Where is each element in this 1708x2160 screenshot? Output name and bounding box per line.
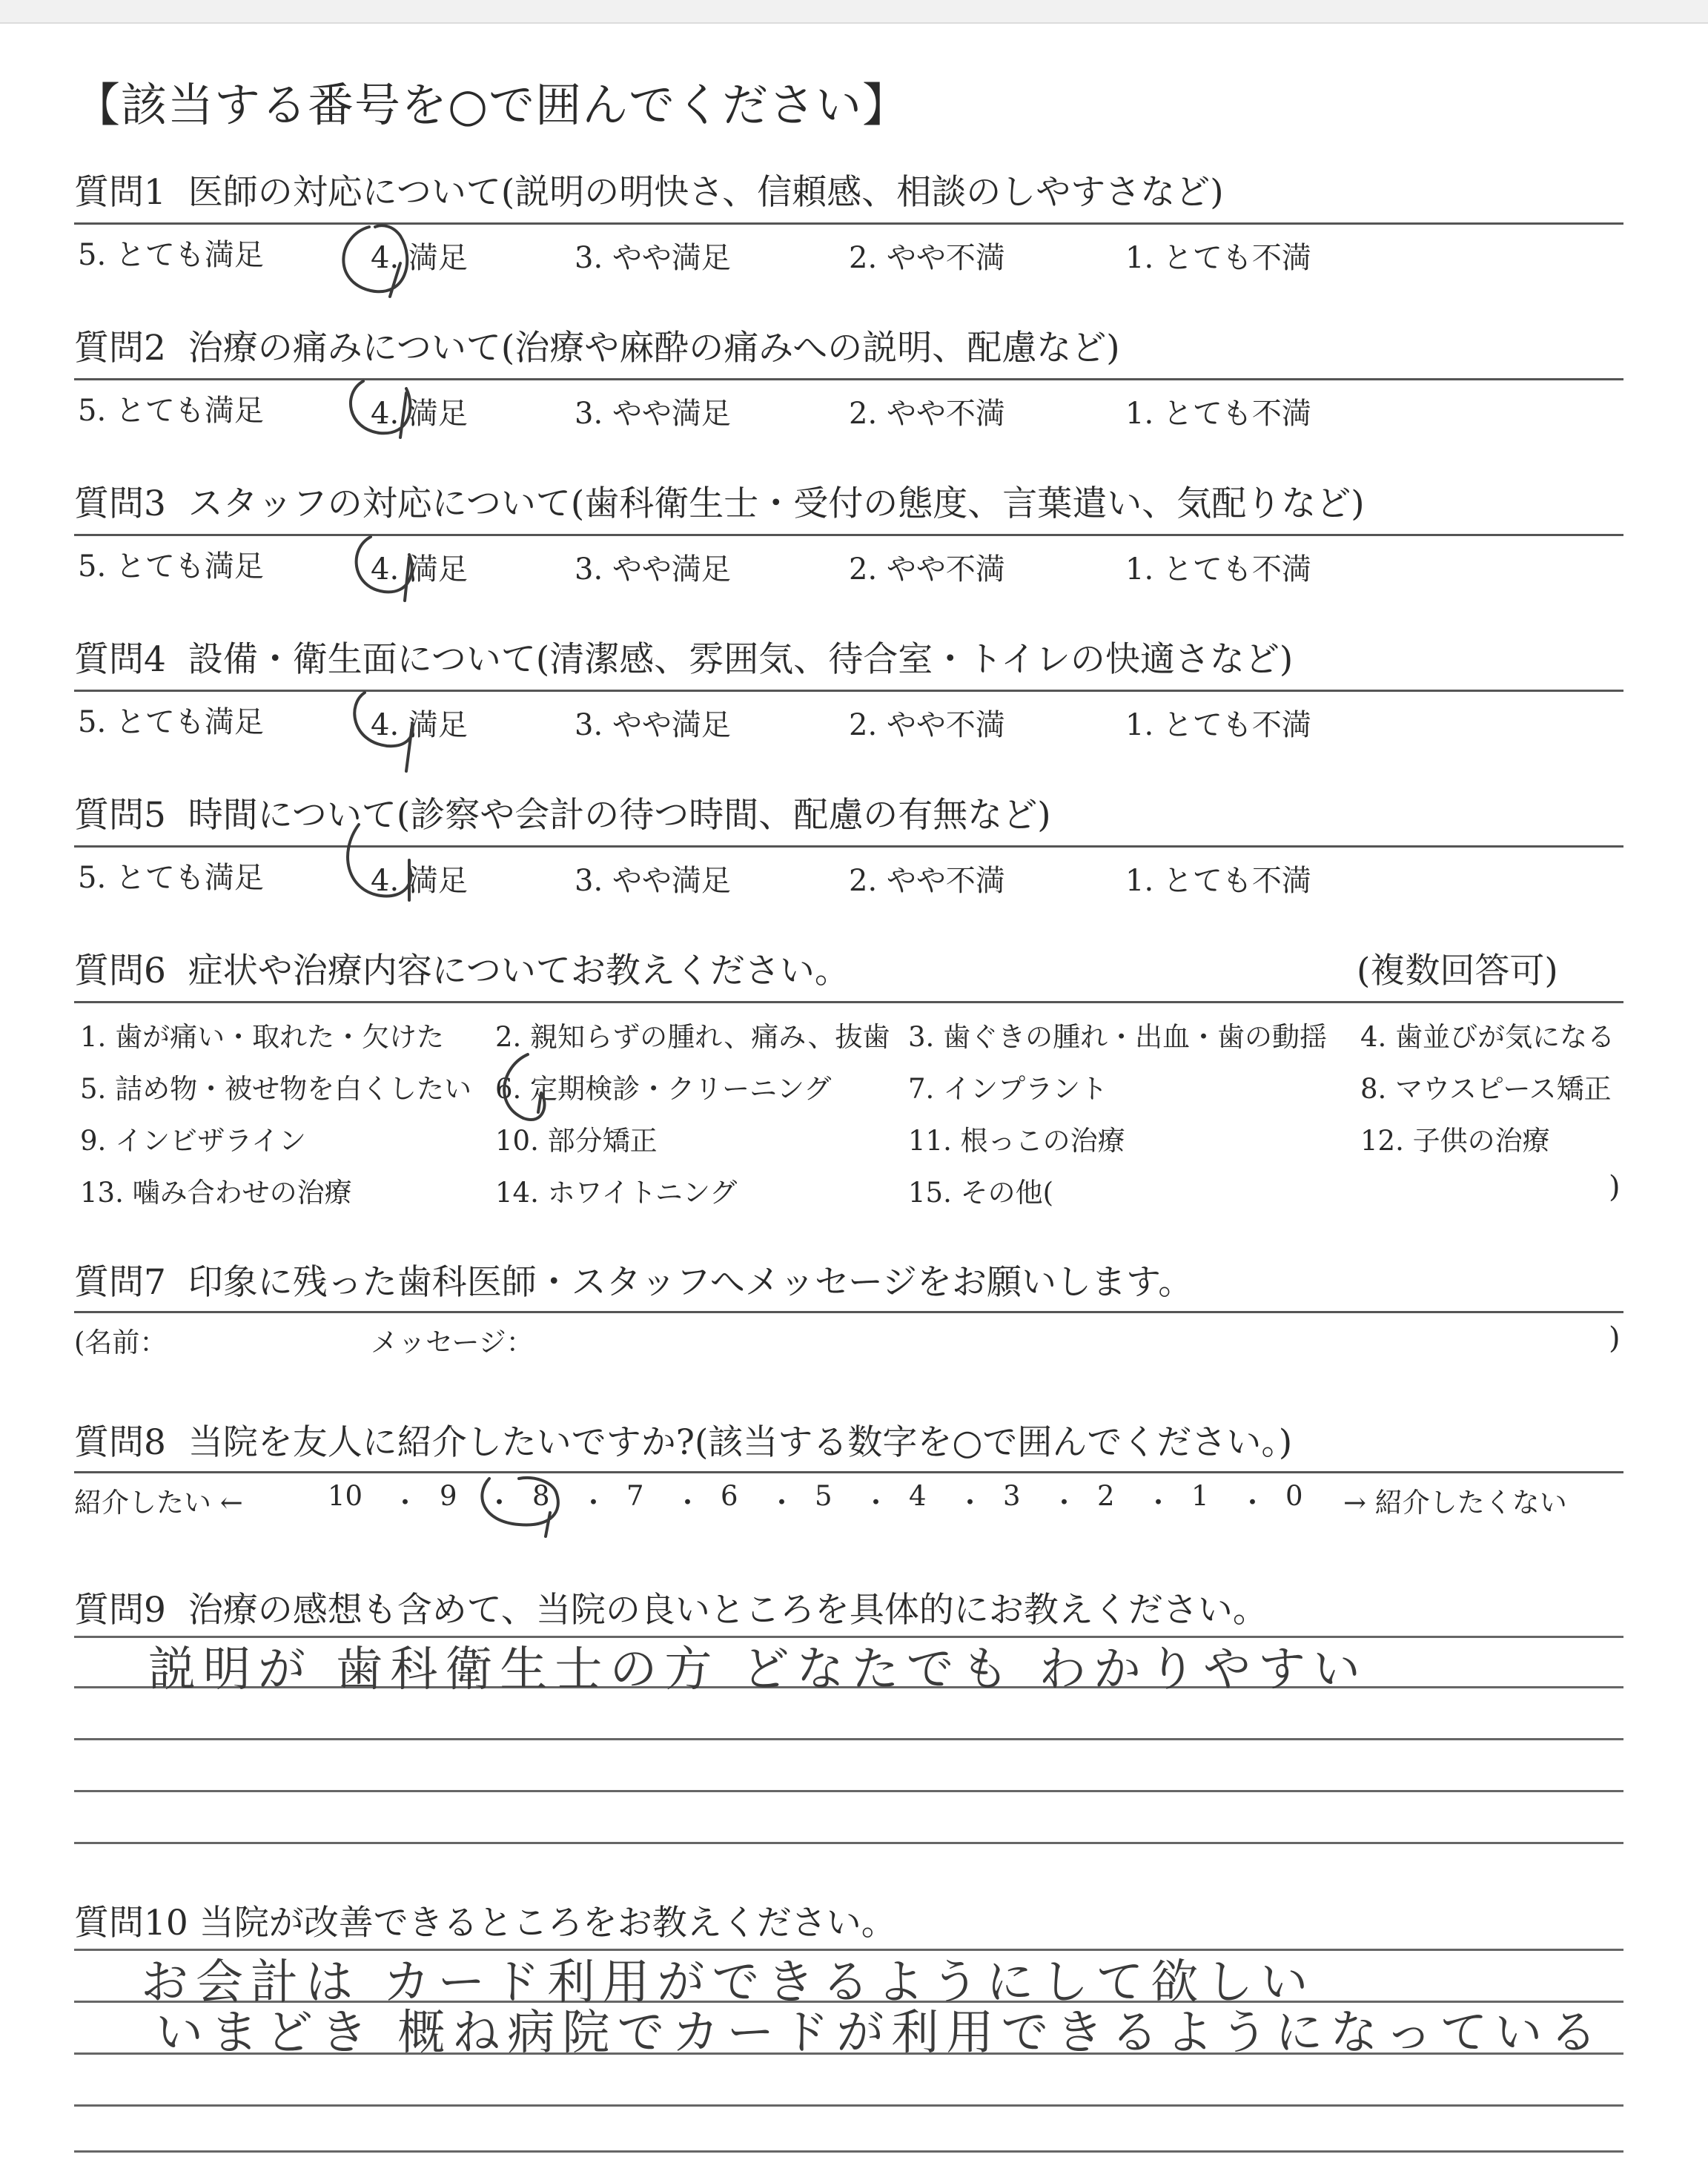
question-1: [74, 165, 1224, 214]
q8-score-5[interactable]: 5: [815, 1480, 833, 1512]
q10-handwritten-answer-line-2: いまどき 概ね病院でカードが利用できるようになっている: [156, 2006, 1605, 2061]
question-3-rule: [74, 534, 1623, 536]
scan-top-edge: [0, 0, 1708, 22]
question-10-label: 質問10: [74, 1903, 188, 1943]
q1-option-1[interactable]: 1. とても不満: [1125, 241, 1311, 275]
q6-option-9[interactable]: 9. インビザライン: [80, 1125, 306, 1157]
q3-option-1[interactable]: 1. とても不満: [1125, 552, 1311, 587]
question-6-text: 症状や治療内容についてお教えください。: [188, 951, 850, 991]
q7-close: ): [1609, 1321, 1621, 1355]
question-5: [74, 787, 1051, 837]
q8-dot: ・: [1239, 1487, 1266, 1519]
q6-option-3[interactable]: 3. 歯ぐきの腫れ・出血・歯の動揺: [908, 1021, 1328, 1053]
question-5-text: 時間について(診察や会計の待つ時間、配慮の有無など): [188, 795, 1051, 836]
q2-option-4[interactable]: 4. 満足: [371, 397, 468, 431]
question-2-rule: [74, 378, 1623, 380]
question-7: [74, 1255, 1193, 1304]
q6-option-7[interactable]: 7. インプラント: [908, 1073, 1108, 1105]
q8-score-1[interactable]: 1: [1191, 1480, 1209, 1512]
q4-option-4[interactable]: 4. 満足: [371, 708, 468, 742]
question-6: [74, 943, 850, 993]
q5-option-5[interactable]: 5. とても満足: [78, 861, 264, 895]
question-8-rule: [74, 1471, 1623, 1473]
q8-score-0[interactable]: 0: [1285, 1480, 1303, 1512]
q6-other-close: ): [1609, 1170, 1621, 1204]
q1-option-3[interactable]: 3. やや満足: [575, 241, 731, 275]
q8-dot: ・: [674, 1487, 701, 1519]
question-9-text: 治療の感想も含めて、当院の良いところを具体的にお教えください。: [188, 1590, 1268, 1631]
q8-right-label: → 紹介したくない: [1343, 1487, 1567, 1519]
q8-score-7[interactable]: 7: [626, 1480, 644, 1512]
q3-option-4[interactable]: 4. 満足: [371, 552, 468, 587]
q8-score-9[interactable]: 9: [440, 1480, 457, 1512]
q1-option-4[interactable]: 4. 満足: [371, 241, 468, 275]
question-9: [74, 1582, 1268, 1632]
q3-option-3[interactable]: 3. やや満足: [575, 552, 731, 587]
question-4-text: 設備・衛生面について(清潔感、雰囲気、待合室・トイレの快適さなど): [188, 639, 1294, 680]
question-1-text: 医師の対応について(説明の明快さ、信頼感、相談のしやすさなど): [188, 172, 1224, 213]
question-4-rule: [74, 690, 1623, 692]
q5-option-3[interactable]: 3. やや満足: [575, 864, 731, 898]
q2-option-5[interactable]: 5. とても満足: [78, 394, 264, 428]
question-1-rule: [74, 222, 1623, 225]
writing-line: [74, 2150, 1623, 2153]
question-7-rule: [74, 1311, 1623, 1313]
q3-option-5[interactable]: 5. とても満足: [78, 549, 264, 584]
q6-option-11[interactable]: 11. 根っこの治療: [908, 1125, 1125, 1157]
question-9-label: 質問9: [74, 1590, 166, 1631]
q4-option-5[interactable]: 5. とても満足: [78, 705, 264, 739]
question-10: [74, 1895, 896, 1945]
question-6-note: (複数回答可): [1357, 951, 1558, 991]
scan-top-edge-line: [0, 22, 1708, 24]
q6-option-12[interactable]: 12. 子供の治療: [1360, 1125, 1550, 1157]
q6-option-2[interactable]: 2. 親知らずの腫れ、痛み、抜歯: [495, 1021, 890, 1053]
question-3: [74, 476, 1365, 526]
q2-option-2[interactable]: 2. やや不満: [849, 397, 1005, 431]
q8-dot: ・: [956, 1487, 984, 1519]
q8-score-8[interactable]: 8: [532, 1480, 550, 1512]
writing-line: [74, 1738, 1623, 1740]
q5-option-2[interactable]: 2. やや不満: [849, 864, 1005, 898]
q8-score-4[interactable]: 4: [909, 1480, 927, 1512]
q8-score-3[interactable]: 3: [1003, 1480, 1021, 1512]
question-6-rule: [74, 1001, 1623, 1003]
question-5-rule: [74, 845, 1623, 848]
question-5-label: 質問5: [74, 795, 166, 836]
q8-left-label: 紹介したい ←: [74, 1487, 243, 1519]
q6-option-4[interactable]: 4. 歯並びが気になる: [1360, 1021, 1615, 1053]
writing-line: [74, 1842, 1623, 1844]
q8-dot: ・: [1050, 1487, 1078, 1519]
question-8-text: 当院を友人に紹介したいですか?(該当する数字を○で囲んでください。): [188, 1422, 1293, 1463]
q6-option-13[interactable]: 13. 噛み合わせの治療: [80, 1177, 352, 1209]
question-3-text: スタッフの対応について(歯科衛生士・受付の態度、言葉遣い、気配りなど): [188, 483, 1365, 524]
q8-score-6[interactable]: 6: [721, 1480, 738, 1512]
q6-option-10[interactable]: 10. 部分矯正: [495, 1125, 658, 1157]
question-1-label: 質問1: [74, 172, 166, 213]
q8-dot: ・: [486, 1487, 513, 1519]
q6-option-6[interactable]: 6. 定期検診・クリーニング: [495, 1073, 832, 1105]
q6-option-5[interactable]: 5. 詰め物・被せ物を白くしたい: [80, 1073, 472, 1105]
question-4: [74, 632, 1293, 681]
question-10-text: 当院が改善できるところをお教えください。: [199, 1903, 896, 1943]
q8-dot: ・: [580, 1487, 607, 1519]
question-8-label: 質問8: [74, 1422, 166, 1463]
q2-option-1[interactable]: 1. とても不満: [1125, 397, 1311, 431]
q4-option-3[interactable]: 3. やや満足: [575, 708, 731, 742]
q8-dot: ・: [862, 1487, 890, 1519]
q3-option-2[interactable]: 2. やや不満: [849, 552, 1005, 587]
q8-dot: ・: [391, 1487, 419, 1519]
question-2-text: 治療の痛みについて(治療や麻酔の痛みへの説明、配慮など): [188, 328, 1120, 369]
question-3-label: 質問3: [74, 483, 166, 524]
q4-option-1[interactable]: 1. とても不満: [1125, 708, 1311, 742]
q5-option-1[interactable]: 1. とても不満: [1125, 864, 1311, 898]
q1-option-5[interactable]: 5. とても満足: [78, 238, 264, 272]
question-7-label: 質問7: [74, 1262, 166, 1303]
q6-option-14[interactable]: 14. ホワイトニング: [495, 1177, 738, 1209]
q4-option-2[interactable]: 2. やや不満: [849, 708, 1005, 742]
q7-name-label: (名前：: [74, 1327, 168, 1358]
q6-option-8[interactable]: 8. マウスピース矯正: [1360, 1073, 1612, 1105]
page-heading: 【該当する番号を○で囲んでください】: [74, 78, 910, 132]
writing-line: [74, 2104, 1623, 2107]
question-2: [74, 320, 1120, 370]
q6-option-15[interactable]: 15. その他(: [908, 1177, 1054, 1209]
q8-dot: ・: [1145, 1487, 1172, 1519]
question-6-label: 質問6: [74, 951, 166, 991]
q6-option-1[interactable]: 1. 歯が痛い・取れた・欠けた: [80, 1021, 445, 1053]
question-4-label: 質問4: [74, 639, 166, 680]
question-8: [74, 1415, 1292, 1464]
q10-handwritten-answer-line-1: お会計は カード利用ができるようにして欲しい: [141, 1955, 1316, 2010]
question-7-text: 印象に残った歯科医師・スタッフへメッセージをお願いします。: [188, 1262, 1194, 1303]
q7-message-label: メッセージ：: [371, 1327, 534, 1358]
question-2-label: 質問2: [74, 328, 166, 369]
q8-score-10[interactable]: 10: [328, 1480, 363, 1512]
q5-option-4[interactable]: 4. 満足: [371, 864, 468, 898]
q1-option-2[interactable]: 2. やや不満: [849, 241, 1005, 275]
q2-option-3[interactable]: 3. やや満足: [575, 397, 731, 431]
q8-score-2[interactable]: 2: [1097, 1480, 1115, 1512]
writing-line: [74, 1790, 1623, 1792]
q9-handwritten-answer: 説明が 歯科衛生士の方 どなたでも わかりやすい: [148, 1642, 1368, 1697]
q8-dot: ・: [768, 1487, 795, 1519]
